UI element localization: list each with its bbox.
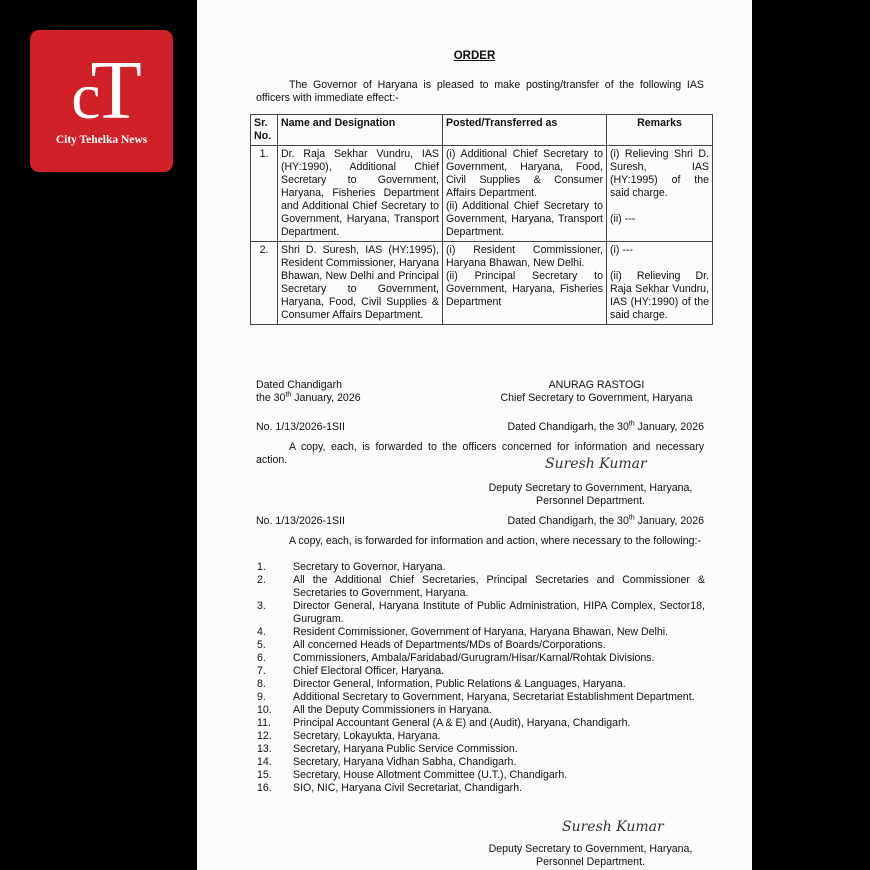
column-header: Sr. No. xyxy=(251,115,278,146)
serial-number: 2. xyxy=(251,242,278,325)
document-title: ORDER xyxy=(453,50,496,62)
signatory-name: ANURAG RASTOGI xyxy=(548,379,645,391)
column-header: Posted/Transferred as xyxy=(443,115,607,146)
list-item: 1. Secretary to Governor, Haryana. xyxy=(257,561,446,573)
column-header: Remarks xyxy=(607,115,713,146)
list-item: 14. Secretary, Haryana Vidhan Sabha, Chandigarh. xyxy=(257,756,517,768)
table-row xyxy=(251,242,713,325)
dated-block xyxy=(256,379,361,405)
handwritten-signature: Suresh Kumar xyxy=(545,456,647,472)
remark-item: (i) Relieving Shri D. Suresh, IAS (HY:1995) of the said charge. xyxy=(610,148,709,199)
logo-mark: cT xyxy=(71,44,132,137)
endorsement-number: No. 1/13/2026-1SII xyxy=(256,515,345,527)
posted-item: (i) Additional Chief Secretary to Government, Haryana, Food, Civil Supplies & Consumer Affairs Department. xyxy=(446,148,603,199)
list-item: 5. All concerned Heads of Departments/MDs of Boards/Corporations. xyxy=(257,639,606,651)
department-line: Personnel Department. xyxy=(536,856,645,868)
dated-place: Dated Chandigarh xyxy=(256,379,342,391)
column-header: Name and Designation xyxy=(278,115,443,146)
posted-as xyxy=(443,146,607,242)
deputy-secretary-block xyxy=(477,843,704,869)
list-item: 13. Secretary, Haryana Public Service Commission. xyxy=(257,743,518,755)
logo-brand-name: City Tehelka News xyxy=(55,134,148,146)
endorsement-number: No. 1/13/2026-1SII xyxy=(256,421,345,433)
city-tehelka-logo xyxy=(30,30,173,172)
dated-date: the 30th January, 2026 xyxy=(256,391,361,404)
table-header-row xyxy=(251,115,713,146)
list-item: 9. Additional Secretary to Government, Haryana, Secretariat Establishment Department. xyxy=(257,691,695,703)
posting-table xyxy=(250,114,713,325)
endorsement-text: A copy, each, is forwarded to the officers concerned for information and necessary action. xyxy=(256,441,704,466)
list-item: 11. Principal Accountant General (A & E) and (Audit), Haryana, Chandigarh. xyxy=(257,717,631,729)
distribution-list xyxy=(257,561,705,795)
endorsement-date: Dated Chandigarh, the 30th January, 2026 xyxy=(507,514,704,527)
designation-line: Deputy Secretary to Government, Haryana, xyxy=(488,482,693,494)
serial-number: 1. xyxy=(251,146,278,242)
order-document xyxy=(197,0,752,870)
remark-item: (ii) Relieving Dr. Raja Sekhar Vundru, IAS (HY:1990) of the said charge. xyxy=(610,270,709,321)
name-designation: Dr. Raja Sekhar Vundru, IAS (HY:1990), Additional Chief Secretary to Government, Haryana, Fisheries Department and Additional Chief Secretary to Government, Haryana, Transport Department. xyxy=(278,146,443,242)
posted-item: (ii) Principal Secretary to Government, Haryana, Fisheries Department xyxy=(446,270,603,308)
list-item: 10. All the Deputy Commissioners in Haryana. xyxy=(257,704,493,716)
remark-item: (i) --- xyxy=(610,244,633,256)
deputy-secretary-block xyxy=(477,482,704,508)
endorsement-text: A copy, each, is forwarded for information and action, where necessary to the following:- xyxy=(289,535,701,547)
list-item: 16. SIO, NIC, Haryana Civil Secretariat, Chandigarh. xyxy=(257,782,523,794)
remarks xyxy=(607,146,713,242)
order-intro: The Governor of Haryana is pleased to make posting/transfer of the following IAS officers with immediate effect:- xyxy=(256,79,704,104)
list-item: 4. Resident Commissioner, Government of Haryana, Haryana Bhawan, New Delhi. xyxy=(257,626,669,638)
list-item: 15. Secretary, House Allotment Committee (U.T.), Chandigarh. xyxy=(257,769,568,781)
department-line: Personnel Department. xyxy=(536,495,645,507)
remark-item: (ii) --- xyxy=(610,213,636,225)
list-item: 12. Secretary, Lokayukta, Haryana. xyxy=(257,730,441,742)
designation-line: Deputy Secretary to Government, Haryana, xyxy=(488,843,693,855)
remarks xyxy=(607,242,713,325)
list-item: 3. Director General, Haryana Institute of Public Administration, HIPA Complex, Sector18, Gurugram. xyxy=(257,600,705,625)
list-item: 6. Commissioners, Ambala/Faridabad/Gurugram/Hisar/Karnal/Rohtak Divisions. xyxy=(257,652,655,664)
signatory-title: Chief Secretary to Government, Haryana xyxy=(500,392,693,404)
endorsement-date: Dated Chandigarh, the 30th January, 2026 xyxy=(507,420,704,433)
list-item: 8. Director General, Information, Public Relations & Languages, Haryana. xyxy=(257,678,626,690)
handwritten-signature: Suresh Kumar xyxy=(562,819,664,835)
signatory-block xyxy=(489,379,704,405)
name-designation: Shri D. Suresh, IAS (HY:1995), Resident Commissioner, Haryana Bhawan, New Delhi and Principal Secretary to Government, Haryana, Food, Civil Supplies & Consumer Affairs Department. xyxy=(278,242,443,325)
list-item: 7. Chief Electoral Officer, Haryana. xyxy=(257,665,445,677)
posted-as xyxy=(443,242,607,325)
list-item: 2. All the Additional Chief Secretaries, Principal Secretaries and Commissioner & Secretaries to Government, Haryana. xyxy=(257,574,705,599)
table-row xyxy=(251,146,713,242)
posted-item: (i) Resident Commissioner, Haryana Bhawan, New Delhi. xyxy=(446,244,603,269)
posted-item: (ii) Additional Chief Secretary to Government, Haryana, Transport Department. xyxy=(446,200,603,238)
